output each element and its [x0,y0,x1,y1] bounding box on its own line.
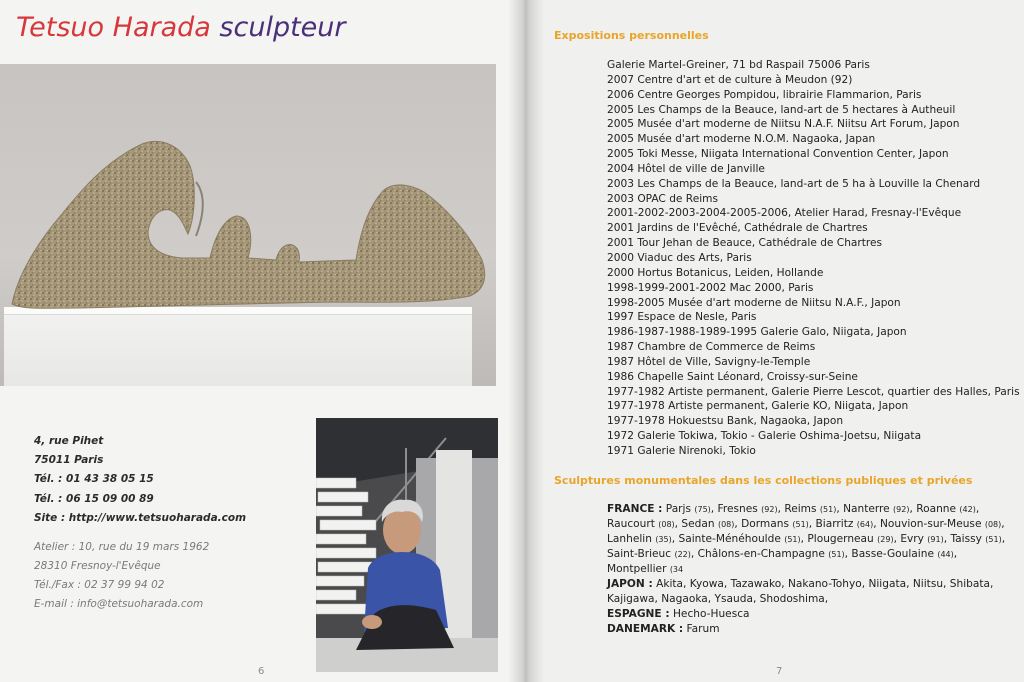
list-item: 1997 Espace de Nesle, Paris [607,311,757,324]
book-gutter [508,0,544,682]
city-department: (42) [959,505,976,514]
japon-entry [607,577,1017,607]
city-department: (75) [694,505,711,514]
country-label-danemark: DANEMARK : [607,623,684,635]
espagne-cities: Hecho-Huesca [672,608,750,620]
granite-sculpture-image [0,64,496,386]
city-department: (92) [761,505,778,514]
city-department: (92) [893,505,910,514]
france-city [916,503,976,515]
city-name: Parjs [665,503,695,515]
france-city [666,503,711,515]
list-item: 2005 Musée d'art moderne de Niitsu N.A.F. Niitsu Art Forum, Japon [607,118,960,131]
france-city [851,548,953,560]
atelier-block [34,538,209,614]
france-city [607,518,675,530]
city-department: (35) [655,535,672,544]
france-city [718,503,778,515]
list-item: 2004 Hôtel de ville de Janville [607,162,765,175]
france-city [607,548,691,560]
country-label-japon: JAPON : [607,578,653,590]
page-number-right: 7 [776,666,783,677]
list-item: 2001-2002-2003-2004-2005-2006, Atelier Harad, Fresnay-l'Evêque [607,207,962,220]
city-department: (34 [669,565,684,574]
city-name: Sainte-Ménéhoulde [678,533,785,545]
city-name: Roanne [916,503,960,515]
france-cities: Parjs (75), Fresnes (92), Reims (51), Nanterre (92), Roanne (42), Raucourt (08), Sedan (08), Dormans (51), Biarritz (64), Nouvion-sur-Meuse (08), Lanhelin (35), Sainte-Ménéhoulde (51), Plougerneau (29), Evry (91), Taissy (51), Saint-Brieuc (22), Châlons-en-Champagne (51), Basse-Goulaine (44), Montpellier (34 [607,503,1006,575]
france-city [807,533,893,545]
list-item: 1972 Galerie Tokiwa, Tokio - Galerie Oshima-Joetsu, Niigata [607,430,922,443]
sculpture-photo [0,64,496,386]
atelier-city: 28310 Fresnoy-l'Evêque [34,560,161,572]
france-city [681,518,734,530]
france-city [900,533,943,545]
contact-mobile: Tél. : 06 15 09 00 89 [34,492,154,505]
city-department: (51) [792,520,809,529]
city-department: (08) [658,520,675,529]
country-label-france: FRANCE : [607,503,663,515]
monuments-block [607,502,1017,637]
city-name: Biarritz [815,518,857,530]
country-label-espagne: ESPAGNE : [607,608,670,620]
artist-name: Tetsuo Harada [16,12,211,43]
france-city [816,518,874,530]
france-city [678,533,800,545]
list-item: 1986 Chapelle Saint Léonard, Croissy-sur-Seine [607,370,858,383]
city-name: Fresnes [717,503,762,515]
city-department: (51) [784,535,801,544]
list-item: 1998-1999-2001-2002 Mac 2000, Paris [607,281,814,294]
france-city [607,533,672,545]
espagne-entry [607,607,1017,622]
france-city [607,563,683,575]
list-item: 1987 Hôtel de Ville, Savigny-le-Temple [607,355,811,368]
list-item: 1977-1978 Hokuestsu Bank, Nagaoka, Japon [607,415,844,428]
city-name: Sedan [681,518,718,530]
japon-cities: Akita, Kyowa, Tazawako, Nakano-Tohyo, Niigata, Niitsu, Shibata, Kajigawa, Nagaoka, Ysauda, Shodoshima, [607,578,994,605]
city-department: (44) [937,550,954,559]
list-item: 2000 Viaduc des Arts, Paris [607,251,752,264]
list-item: 1977-1978 Artiste permanent, Galerie KO, Niigata, Japon [607,400,909,413]
city-department: (64) [856,520,874,529]
list-item: 2005 Toki Messe, Niigata International Convention Center, Japon [607,148,949,161]
city-name: Nouvion-sur-Meuse [879,518,985,530]
city-department: (51) [828,550,845,559]
city-name: Lanhelin [607,533,656,545]
page-title [16,12,346,43]
list-item: 1971 Galerie Nirenoki, Tokio [607,444,756,457]
list-item: 2001 Tour Jehan de Beauce, Cathédrale de Chartres [607,237,883,250]
contact-phone: Tél. : 01 43 38 05 15 [34,473,154,486]
contact-block [34,432,246,528]
contact-website: Site : http://www.tetsuoharada.com [34,511,247,524]
france-city [880,518,1001,530]
contact-city: 75011 Paris [34,454,104,467]
expositions-list [607,58,1020,459]
artist-role: sculpteur [219,12,346,43]
list-item: 2007 Centre d'art et de culture à Meudon (92) [607,73,853,86]
page-number-left: 6 [258,666,265,677]
artist-portrait-image [316,418,498,672]
list-item: 2000 Hortus Botanicus, Leiden, Hollande [607,266,824,279]
city-department: (08) [984,520,1002,529]
france-city [950,533,1001,545]
city-name: Evry [900,533,928,545]
right-page [544,0,1024,682]
france-entry [607,502,1017,577]
city-department: (08) [717,520,735,529]
list-item: 2003 OPAC de Reims [607,192,718,205]
list-item: 2006 Centre Georges Pompidou, librairie Flammarion, Paris [607,88,922,101]
city-name: Saint-Brieuc [607,548,675,560]
france-city [843,503,909,515]
city-name: Châlons-en-Champagne [697,548,829,560]
city-department: (29) [877,535,894,544]
city-name: Basse-Goulaine [851,548,938,560]
city-name: Taissy [950,533,986,545]
city-name: Nanterre [843,503,894,515]
city-name: Plougerneau [807,533,878,545]
list-item: 2003 Les Champs de la Beauce, land-art de 5 ha à Louville la Chenard [607,177,981,190]
city-department: (51) [985,535,1002,544]
danemark-entry [607,622,1017,637]
danemark-cities: Farum [686,623,720,635]
atelier-phone: Tél./Fax : 02 37 99 94 02 [34,579,165,591]
list-item: 1998-2005 Musée d'art moderne de Niitsu N.A.F., Japon [607,296,901,309]
artist-photo [316,418,498,672]
list-item: Galerie Martel-Greiner, 71 bd Raspail 75006 Paris [607,59,870,71]
city-department: (22) [674,550,691,559]
france-city [741,518,809,530]
city-name: Reims [784,503,820,515]
list-item: 2005 Les Champs de la Beauce, land-art de 5 hectares à Autheuil [607,103,956,116]
atelier-email: E-mail : info@tetsuoharada.com [34,598,204,610]
city-department: (91) [927,535,944,544]
city-name: Montpellier [607,563,670,575]
expositions-heading: Expositions personnelles [554,29,709,42]
contact-address: 4, rue Pihet [34,435,104,447]
city-department: (51) [819,505,837,514]
city-name: Raucourt [607,518,659,530]
list-item: 2005 Musée d'art moderne N.O.M. Nagaoka, Japan [607,133,876,146]
list-item: 1987 Chambre de Commerce de Reims [607,341,816,354]
france-city [698,548,845,560]
list-item: 1986-1987-1988-1989-1995 Galerie Galo, Niigata, Japon [607,326,907,339]
list-item: 1977-1982 Artiste permanent, Galerie Pierre Lescot, quartier des Halles, Paris [607,385,1020,398]
list-item: 2001 Jardins de l'Evêché, Cathédrale de Chartres [607,222,868,235]
city-name: Dormans [741,518,793,530]
monuments-heading: Sculptures monumentales dans les collections publiques et privées [554,474,973,487]
france-city [784,503,836,515]
atelier-address: Atelier : 10, rue du 19 mars 1962 [34,541,210,553]
